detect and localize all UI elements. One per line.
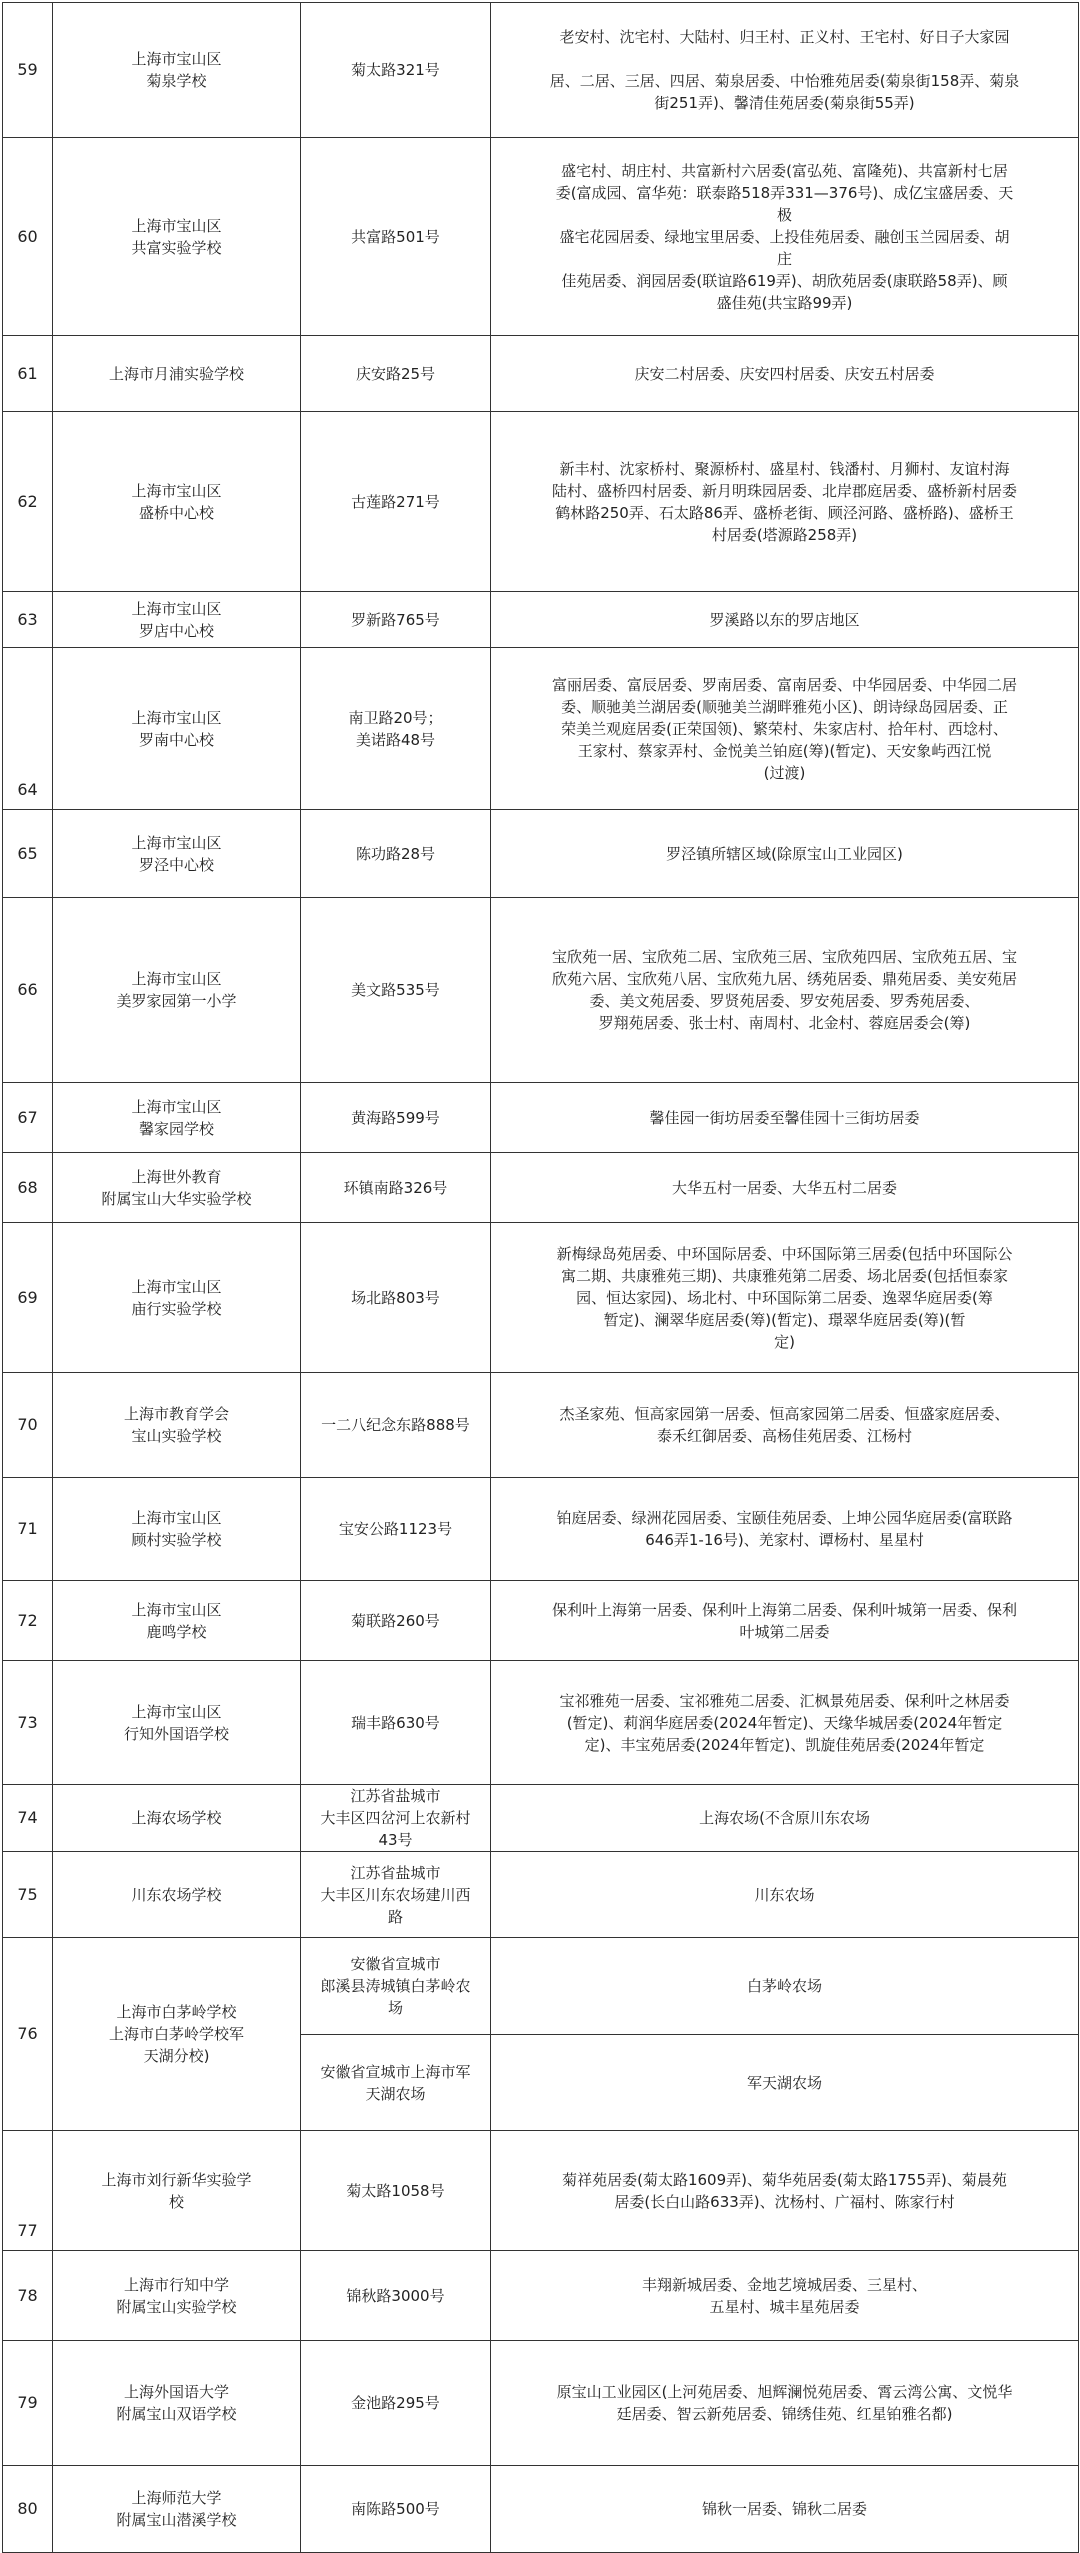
school-address: 南卫路20号； 美诺路48号 [301,648,491,810]
school-address: 罗新路765号 [301,592,491,648]
table-row [3,2466,1079,2553]
school-name: 上海市刘行新华实验学 校 [53,2131,301,2251]
enrollment-area: 老安村、沈宅村、大陆村、归王村、正义村、王宅村、好日子大家园 居、二居、三居、四居、菊泉居委、中怡雅苑居委(菊泉街158弄、菊泉 街251弄)、馨清佳苑居委(菊泉街55弄) [491,3,1079,138]
table-row [3,1223,1079,1373]
table-row [3,1661,1079,1785]
enrollment-area: 馨佳园一街坊居委至馨佳园十三街坊居委 [491,1083,1079,1153]
school-name: 上海世外教育 附属宝山大华实验学校 [53,1153,301,1223]
school-address: 菊太路321号 [301,3,491,138]
enrollment-area: 菊祥苑居委(菊太路1609弄)、菊华苑居委(菊太路1755弄)、菊晨苑 居委(长白山路633弄)、沈杨村、广福村、陈家行村 [491,2131,1079,2251]
row-number: 71 [3,1478,53,1581]
row-number: 78 [3,2251,53,2341]
table-row [3,336,1079,412]
row-number: 75 [3,1852,53,1938]
school-name: 上海市宝山区 罗店中心校 [53,592,301,648]
row-number: 59 [3,3,53,138]
enrollment-area: 铂庭居委、绿洲花园居委、宝颐佳苑居委、上坤公园华庭居委(富联路 646弄1-16号)、羌家村、谭杨村、星星村 [491,1478,1079,1581]
row-number: 79 [3,2341,53,2466]
school-district-table [2,2,1079,2553]
school-name: 上海师范大学 附属宝山潜溪学校 [53,2466,301,2553]
row-number: 77 [3,2131,53,2251]
school-address: 安徽省宣城市上海市军 天湖农场 [301,2035,491,2131]
school-name: 上海市宝山区 共富实验学校 [53,138,301,336]
table-row [3,1478,1079,1581]
enrollment-area: 庆安二村居委、庆安四村居委、庆安五村居委 [491,336,1079,412]
enrollment-area: 宝祁雅苑一居委、宝祁雅苑二居委、汇枫景苑居委、保利叶之林居委 (暂定)、莉润华庭居委(2024年暂定)、天缘华城居委(2024年暂定 定)、丰宝苑居委(2024年暂定)、凯旋佳苑居委(2024年暂定 [491,1661,1079,1785]
table-row [3,1581,1079,1661]
enrollment-area: 新梅绿岛苑居委、中环国际居委、中环国际第三居委(包括中环国际公 寓二期、共康雅苑三期)、共康雅苑第二居委、场北居委(包括恒泰家 园、恒达家园)、场北村、中环国际第二居委、逸翠华庭居委(筹 暂定)、澜翠华庭居委(筹)(暂定)、璟翠华庭居委(筹)(暂 定) [491,1223,1079,1373]
table-row [3,2341,1079,2466]
school-address: 菊太路1058号 [301,2131,491,2251]
enrollment-area: 杰圣家苑、恒高家园第一居委、恒高家园第二居委、恒盛家庭居委、 泰禾红御居委、高杨佳苑居委、江杨村 [491,1373,1079,1478]
row-number: 72 [3,1581,53,1661]
table-row [3,2131,1079,2251]
row-number: 69 [3,1223,53,1373]
enrollment-area: 锦秋一居委、锦秋二居委 [491,2466,1079,2553]
school-name: 上海市宝山区 盛桥中心校 [53,412,301,592]
school-name: 上海市宝山区 庙行实验学校 [53,1223,301,1373]
school-address: 黄海路599号 [301,1083,491,1153]
row-number: 64 [3,648,53,810]
enrollment-area: 丰翔新城居委、金地艺境城居委、三星村、 五星村、城丰星苑居委 [491,2251,1079,2341]
table-row [3,1083,1079,1153]
table-row [3,1153,1079,1223]
table-row [3,1852,1079,1938]
school-address: 江苏省盐城市 大丰区川东农场建川西 路 [301,1852,491,1938]
school-address: 菊联路260号 [301,1581,491,1661]
school-address: 场北路803号 [301,1223,491,1373]
school-name: 上海市宝山区 顾村实验学校 [53,1478,301,1581]
school-address: 美文路535号 [301,898,491,1083]
school-name: 川东农场学校 [53,1852,301,1938]
school-name: 上海市行知中学 附属宝山实验学校 [53,2251,301,2341]
school-address: 宝安公路1123号 [301,1478,491,1581]
school-name: 上海农场学校 [53,1785,301,1852]
school-address: 庆安路25号 [301,336,491,412]
table-row [3,898,1079,1083]
table-row [3,648,1079,810]
table-row [3,592,1079,648]
school-name: 上海市宝山区 菊泉学校 [53,3,301,138]
table-row [3,3,1079,138]
row-number: 66 [3,898,53,1083]
row-number: 68 [3,1153,53,1223]
school-address: 瑞丰路630号 [301,1661,491,1785]
row-number: 67 [3,1083,53,1153]
school-name: 上海市教育学会 宝山实验学校 [53,1373,301,1478]
row-number: 63 [3,592,53,648]
school-address: 江苏省盐城市 大丰区四岔河上农新村 43号 [301,1785,491,1852]
enrollment-area: 新丰村、沈家桥村、聚源桥村、盛星村、钱潘村、月狮村、友谊村海 陆村、盛桥四村居委、新月明珠园居委、北岸郡庭居委、盛桥新村居委 鹤林路250弄、石太路86弄、盛桥老街、顾泾河路、盛桥路)、盛桥王 村居委(塔源路258弄) [491,412,1079,592]
row-number: 80 [3,2466,53,2553]
enrollment-area: 保利叶上海第一居委、保利叶上海第二居委、保利叶城第一居委、保利 叶城第二居委 [491,1581,1079,1661]
table-row [3,1373,1079,1478]
enrollment-area: 上海农场(不含原川东农场 [491,1785,1079,1852]
school-address: 陈功路28号 [301,810,491,898]
school-name: 上海外国语大学 附属宝山双语学校 [53,2341,301,2466]
enrollment-area: 宝欣苑一居、宝欣苑二居、宝欣苑三居、宝欣苑四居、宝欣苑五居、宝 欣苑六居、宝欣苑八居、宝欣苑九居、绣苑居委、鼎苑居委、美安苑居 委、美文苑居委、罗贤苑居委、罗安苑居委、罗秀苑居委、 罗翔苑居委、张士村、南周村、北金村、蓉庭居委会(筹) [491,898,1079,1083]
school-name: 上海市宝山区 罗南中心校 [53,648,301,810]
enrollment-area: 富丽居委、富辰居委、罗南居委、富南居委、中华园居委、中华园二居 委、顺驰美兰湖居委(顺驰美兰湖畔雅苑小区)、朗诗绿岛园居委、正 荣美兰观庭居委(正荣国领)、繁荣村、朱家店村、拾年村、西埝村、 王家村、蔡家弄村、金悦美兰铂庭(筹)(暂定)、天安象屿西江悦 (过渡) [491,648,1079,810]
school-name: 上海市宝山区 美罗家园第一小学 [53,898,301,1083]
school-address: 古莲路271号 [301,412,491,592]
row-number: 70 [3,1373,53,1478]
enrollment-area: 白茅岭农场 [491,1938,1079,2035]
table-row [3,2251,1079,2341]
row-number: 61 [3,336,53,412]
school-address: 一二八纪念东路888号 [301,1373,491,1478]
school-address: 安徽省宣城市 郎溪县涛城镇白茅岭农 场 [301,1938,491,2035]
school-name: 上海市宝山区 鹿鸣学校 [53,1581,301,1661]
school-address: 南陈路500号 [301,2466,491,2553]
enrollment-area: 军天湖农场 [491,2035,1079,2131]
row-number: 62 [3,412,53,592]
table-row [3,138,1079,336]
enrollment-area: 罗泾镇所辖区域(除原宝山工业园区) [491,810,1079,898]
school-address: 环镇南路326号 [301,1153,491,1223]
school-address: 金池路295号 [301,2341,491,2466]
school-name: 上海市宝山区 馨家园学校 [53,1083,301,1153]
row-number: 73 [3,1661,53,1785]
school-name: 上海市白茅岭学校 上海市白茅岭学校军 天湖分校) [53,1938,301,2131]
enrollment-area: 大华五村一居委、大华五村二居委 [491,1153,1079,1223]
school-address: 锦秋路3000号 [301,2251,491,2341]
enrollment-area: 原宝山工业园区(上河苑居委、旭辉澜悦苑居委、霄云湾公寓、文悦华 廷居委、智云新苑居委、锦绣佳苑、红星铂雅名都) [491,2341,1079,2466]
school-name: 上海市宝山区 行知外国语学校 [53,1661,301,1785]
row-number: 76 [3,1938,53,2131]
table-row [3,810,1079,898]
enrollment-area: 盛宅村、胡庄村、共富新村六居委(富弘苑、富隆苑)、共富新村七居 委(富成园、富华苑：联泰路518弄331—376号)、成亿宝盛居委、天 极 盛宅花园居委、绿地宝里居委、上投佳苑居委、融创玉兰园居委、胡 庄 佳苑居委、润园居委(联谊路619弄)、胡欣苑居委(康联路58弄)、顾 盛佳苑(共宝路99弄) [491,138,1079,336]
school-name: 上海市月浦实验学校 [53,336,301,412]
school-name: 上海市宝山区 罗泾中心校 [53,810,301,898]
school-address: 共富路501号 [301,138,491,336]
enrollment-area: 川东农场 [491,1852,1079,1938]
table-row [3,1785,1079,1852]
row-number: 65 [3,810,53,898]
row-number: 60 [3,138,53,336]
table-row [3,1938,1079,2035]
row-number: 74 [3,1785,53,1852]
enrollment-area: 罗溪路以东的罗店地区 [491,592,1079,648]
table-row [3,412,1079,592]
